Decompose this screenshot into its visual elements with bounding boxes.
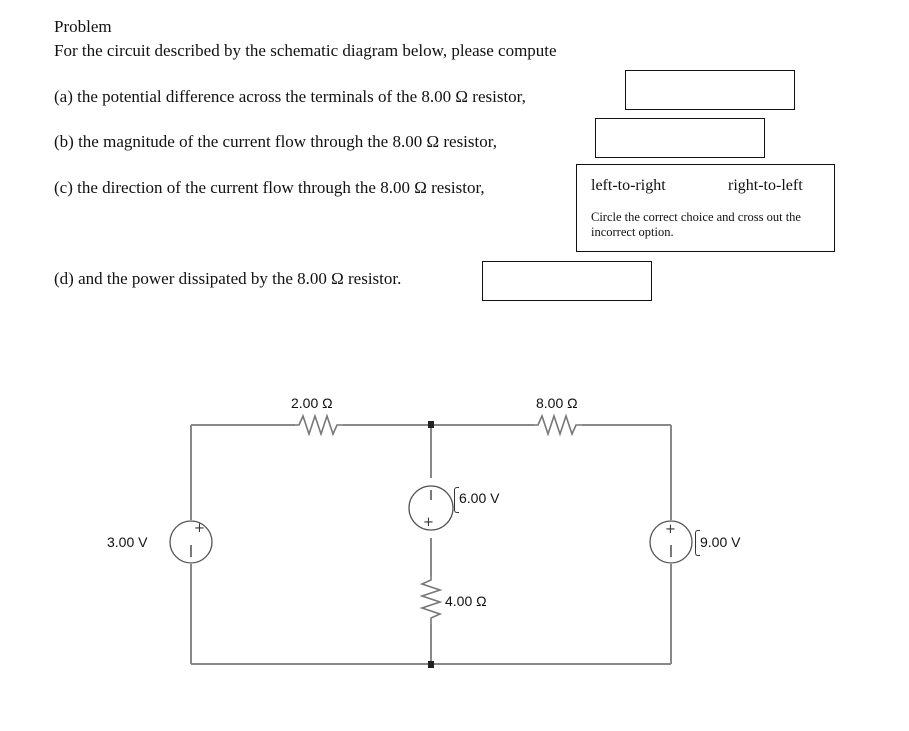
choice-right-to-left[interactable]: right-to-left [728,177,803,194]
choice-instruction: Circle the correct choice and cross out the incorrect option. [591,210,801,239]
resistor-2ohm-label: 2.00 Ω [291,395,333,411]
resistor-8ohm-label: 8.00 Ω [536,395,578,411]
plus-sign-icon: + [423,515,434,530]
problem-intro: For the circuit described by the schematic diagram below, please compute [54,41,557,60]
plus-sign-icon: + [665,522,676,537]
label-bracket-9v [695,530,700,556]
problem-heading: Problem [54,17,112,36]
plus-sign-icon: + [194,521,205,536]
voltage-source-9v-label: 9.00 V [700,534,741,550]
choice-left-to-right[interactable]: left-to-right [591,177,666,194]
resistor-4ohm [422,576,440,624]
voltage-source-3v-label: 3.00 V [107,534,148,550]
question-b: (b) the magnitude of the current flow through the 8.00 Ω resistor, [54,132,497,151]
question-a: (a) the potential difference across the terminals of the 8.00 Ω resistor, [54,87,526,106]
circuit-wires [191,425,671,664]
resistor-8ohm [534,416,582,434]
label-bracket-6v [454,487,459,513]
voltage-source-9v [650,521,692,563]
voltage-source-6v [409,486,453,530]
question-d: (d) and the power dissipated by the 8.00 Ω resistor. [54,269,402,288]
junction-top [428,421,434,428]
voltage-source-3v [170,521,212,563]
resistor-4ohm-label: 4.00 Ω [445,593,487,609]
question-c: (c) the direction of the current flow through the 8.00 Ω resistor, [54,178,485,197]
voltage-source-6v-label: 6.00 V [459,490,500,506]
junction-bottom [428,661,434,668]
resistor-2ohm [295,416,343,434]
